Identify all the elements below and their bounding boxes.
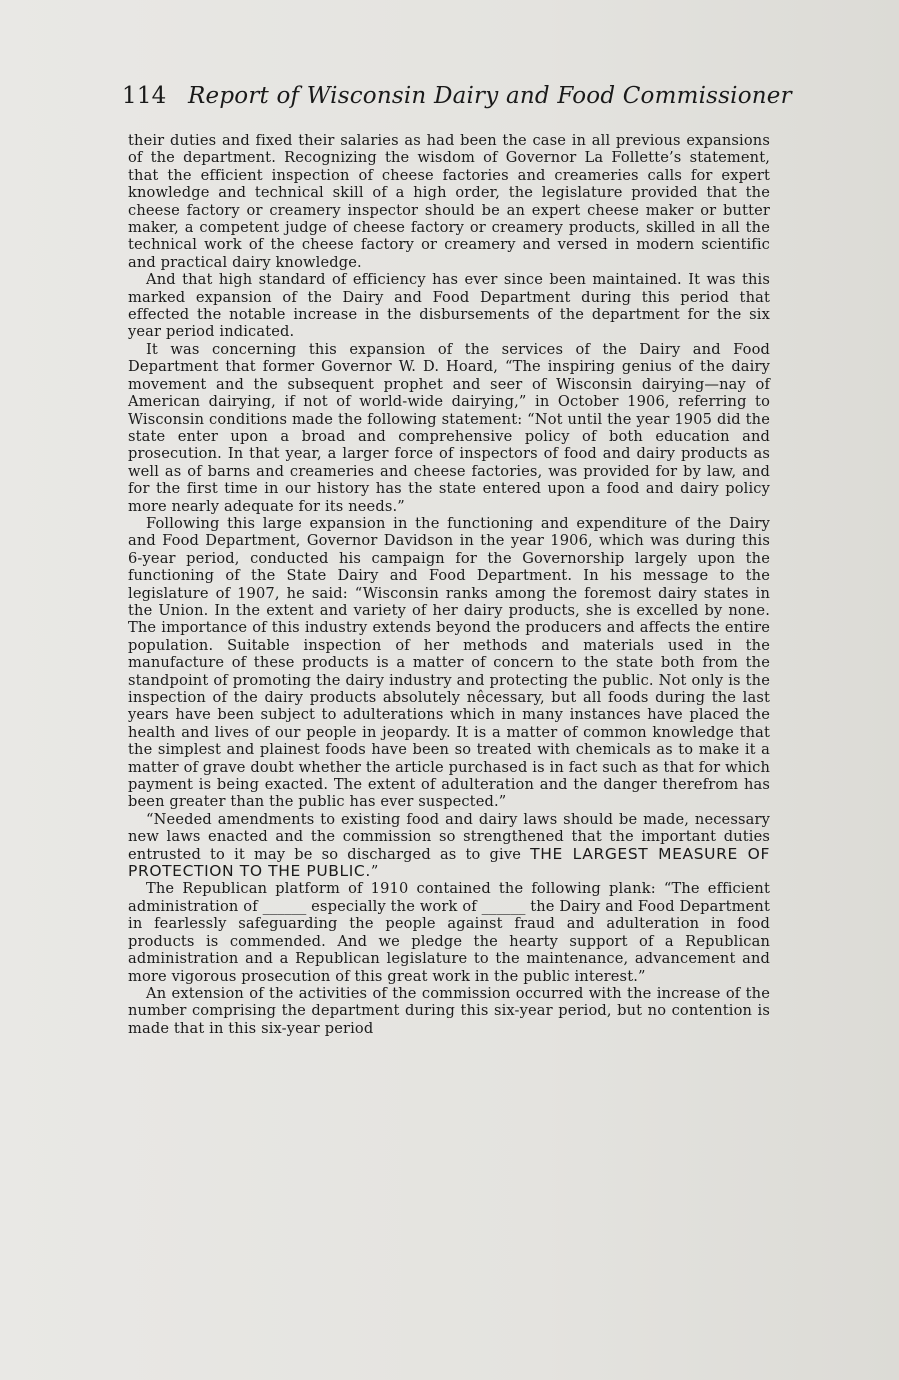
paragraph-6 <box>128 880 770 984</box>
paragraph-2: And that high standard of efficiency has ever since been maintained. It was this marked expansion of the Dairy and Food Department during this period that effected the notable increase in the disbursements of the department for the six year period indicated. <box>128 271 770 341</box>
paragraph-5-end: ” <box>370 863 379 881</box>
paragraph-5-start: “Needed amendments to existing food and dairy laws should be made, necessary new laws enacted and the commission so strengthened that the important duties entrusted to it may be so discharged as to give <box>128 810 770 863</box>
running-title: Report of Wisconsin Dairy and Food Commissioner <box>188 83 792 109</box>
blank-line-2: ______ <box>481 897 526 915</box>
paragraph-4: Following this large expansion in the functioning and expenditure of the Dairy and Food Department, Governor Davidson in the year 1906, which was during this 6-year period, conducted his campaign for the Governorship largely upon the functioning of the State Dairy and Food Department. In his message to the legislature of 1907, he said: “Wisconsin ranks among the foremost dairy states in the Union. In the extent and variety of her dairy products, she is excelled by none. The importance of this industry extends beyond the producers and affects the entire population. Suitable inspection of her methods and materials used in the manufacture of these products is a matter of concern to the state both from the standpoint of promoting the dairy industry and protecting the public. Not only is the inspection of the dairy products absolutely nêcessary, but all foods during the last years have been subject to adulterations which in many instances have placed the health and lives of our people in jeopardy. It is a matter of common knowledge that the simplest and plainest foods have been so treated with chemicals as to make it a matter of grave doubt whether the article purchased is in fact such as that for which payment is being exacted. The extent of adulteration and the danger therefrom has been greater than the public has ever suspected.” <box>128 514 770 811</box>
running-header <box>122 82 792 110</box>
paragraph-3: It was concerning this expansion of the services of the Dairy and Food Department that former Governor W. D. Hoard, “The inspiring genius of the dairy movement and the subsequent prophet and seer of Wisconsin dairying—nay of American dairying, if not of world-wide dairying,” in October 1906, referring to Wisconsin conditions made the following statement: “Not until the year 1905 did the state enter upon a broad and comprehensive policy of both education and prosecution. In that year, a larger force of inspectors of food and dairy products as well as of barns and creameries and cheese factories, was provided for by law, and for the first time in our history has the state entered upon a food and dairy policy more nearly adequate for its needs.” <box>128 340 770 515</box>
paragraph-1: their duties and fixed their salaries as had been the case in all previous expansions of the department. Recognizing the wisdom of Governor La Follette’s statement, that the efficient inspection of cheese factories and creameries calls for expert knowledge and technical skill of a high order, the legislature provided that the cheese factory or creamery inspector should be an expert cheese maker or butter maker, a competent judge of cheese factory or creamery products, skilled in all the technical work of the cheese factory or creamery and versed in modern scientific and practical dairy knowledge. <box>128 132 770 271</box>
body-text <box>128 132 770 1037</box>
paragraph-7: An extension of the activities of the commission occurred with the increase of the number comprising the department during this six-year period, but no contention is made that in this six-year period <box>128 984 770 1037</box>
paragraph-6-a: The Republican platform of 1910 contained the following plank: “The efficient administration of <box>128 880 770 915</box>
paragraph-5 <box>128 811 770 881</box>
page-number: 114 <box>122 83 167 109</box>
paragraph-6-b: especially the work of <box>306 897 482 915</box>
paragraph-6-c: the Dairy and Food Department in fearlessly safeguarding the people against fraud and adulteration in food products is commended. And we pledge the hearty support of a Republican administration and a Republican legislature to the maintenance, advancement and more vigorous prosecution of this great work in the public interest.” <box>128 897 770 985</box>
blank-line-1: ______ <box>262 897 307 915</box>
paragraph-5-caps: THE LARGEST MEASURE OF PROTECTION TO THE PUBLIC. <box>128 844 770 881</box>
